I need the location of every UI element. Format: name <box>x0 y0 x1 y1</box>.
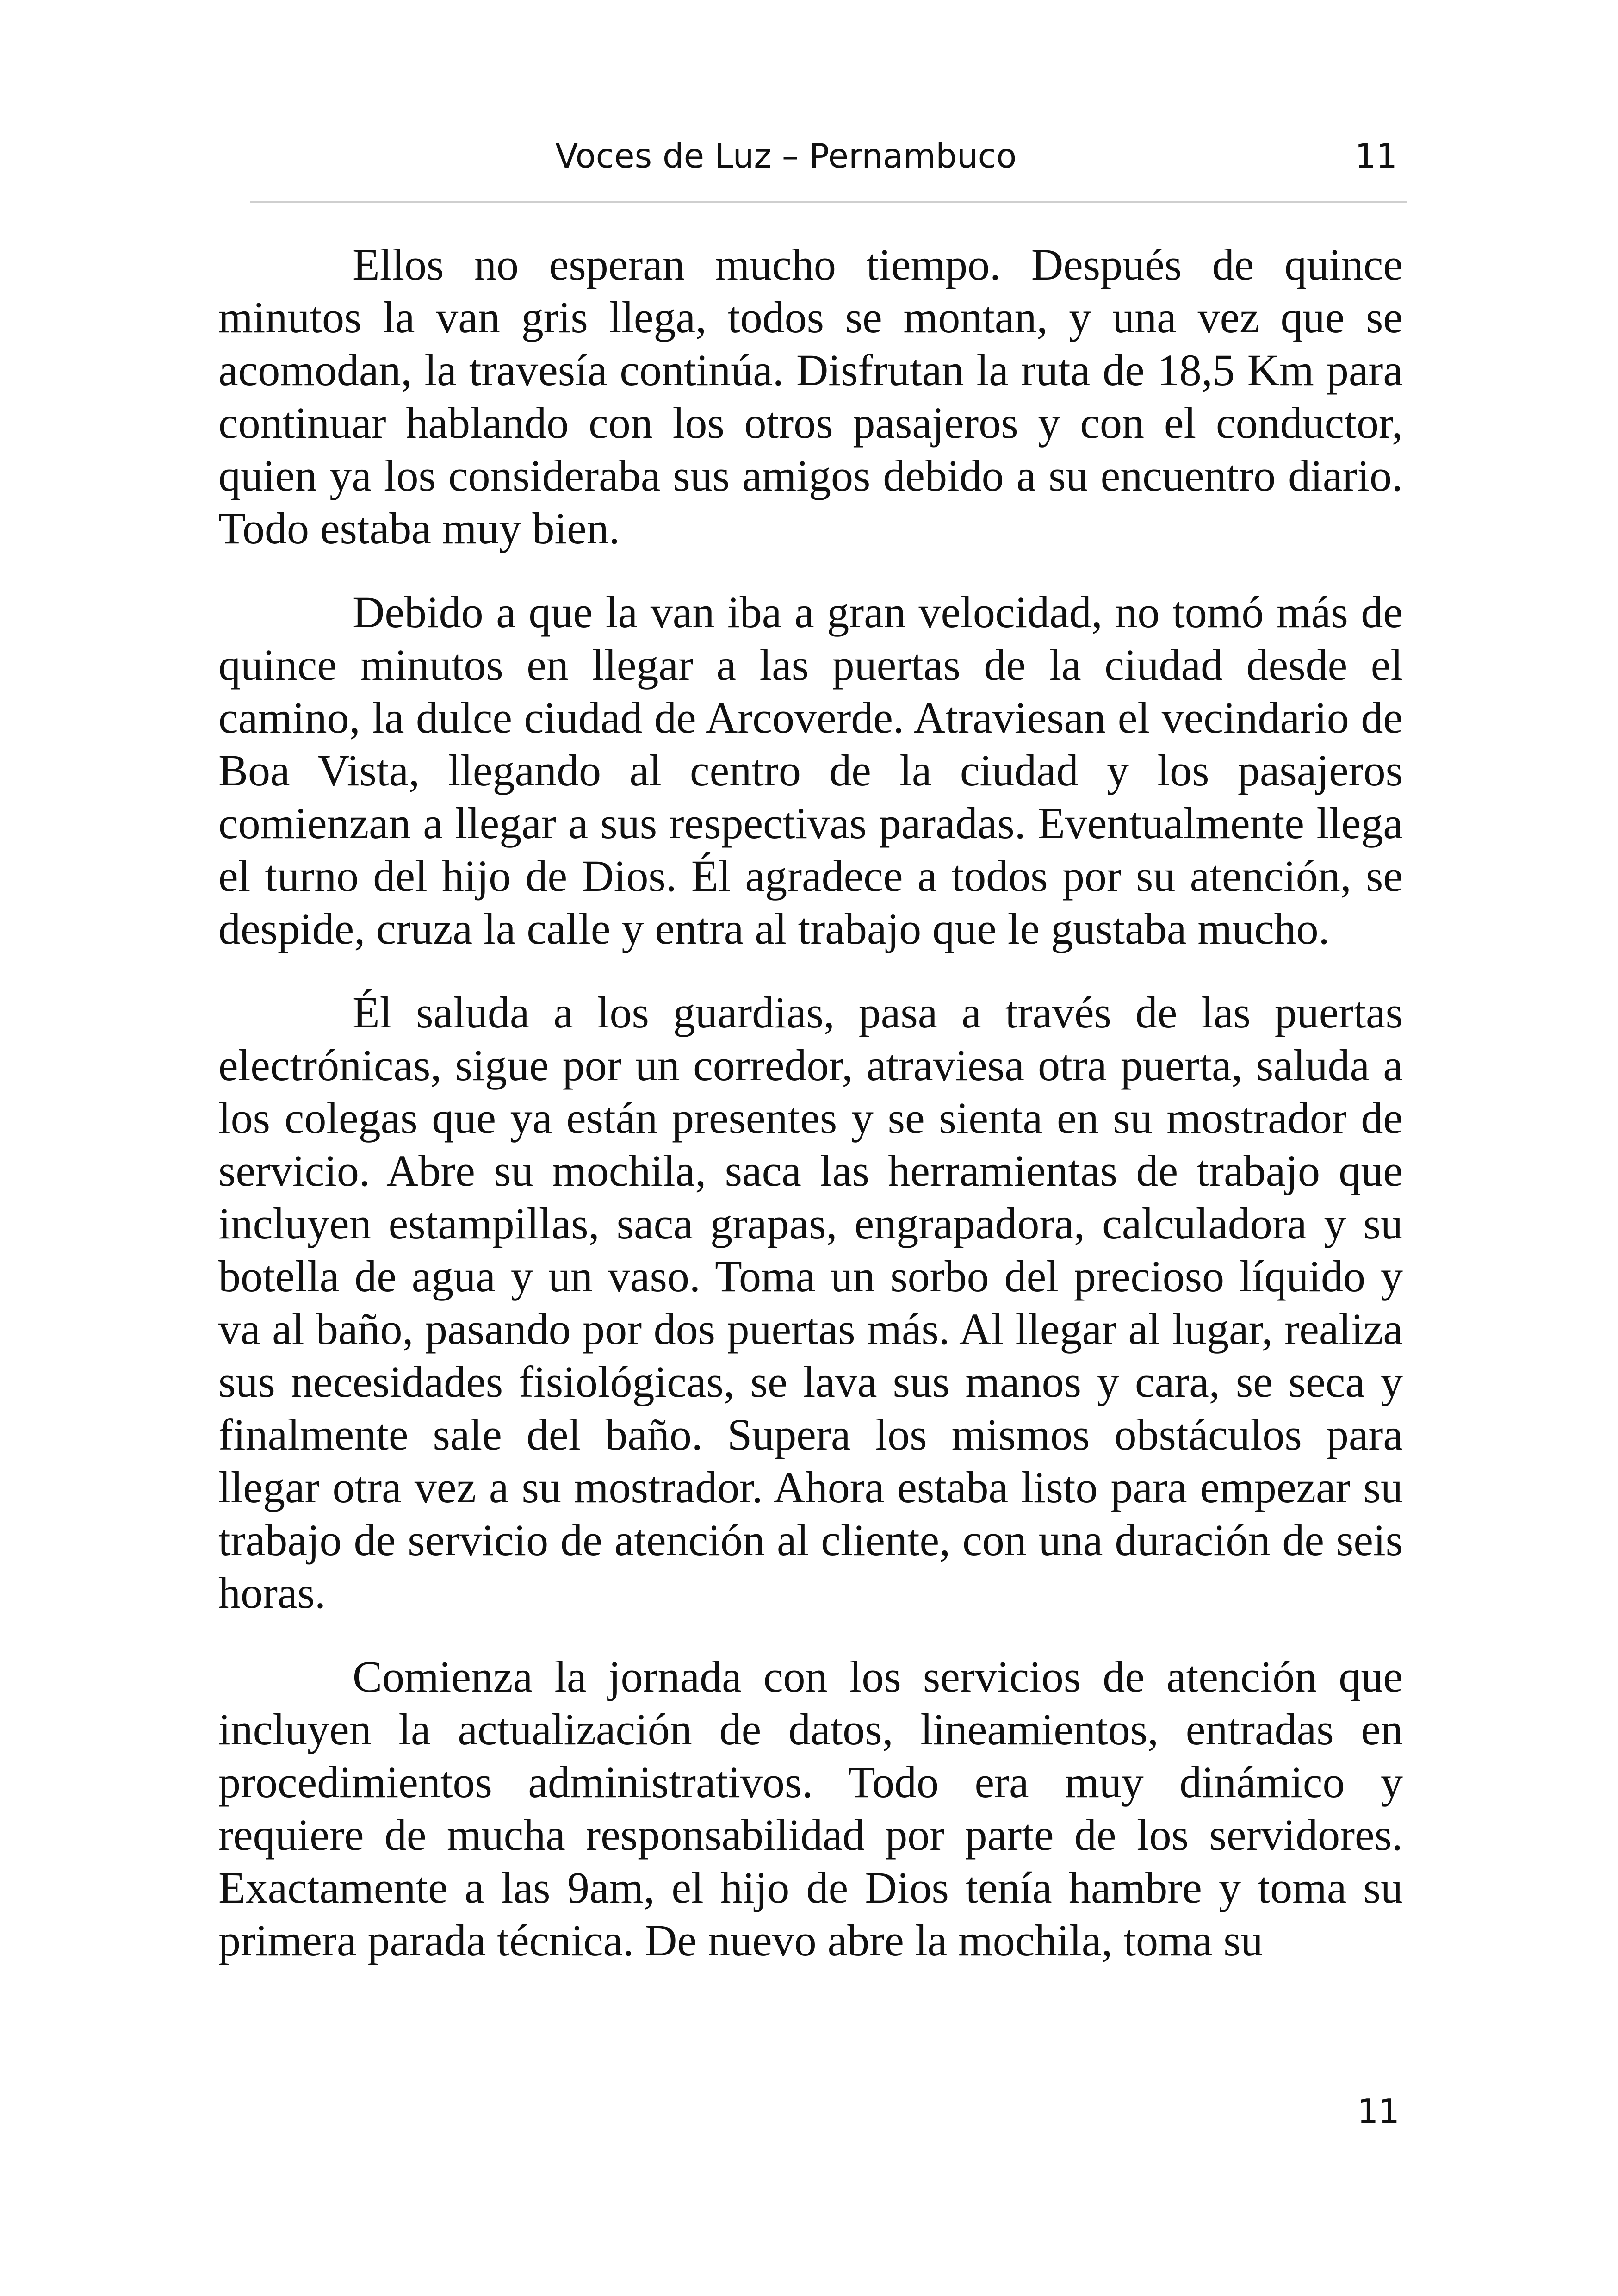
body-text <box>218 238 1403 2062</box>
paragraph-1: Ellos no esperan mucho tiempo. Después de quince minutos la van gris llega, todos se montan, y una vez que se acomodan, la travesía continúa. Disfrutan la ruta de 18,5 Km para continuar hablando con los otros pasajeros y con el conductor, quien ya los consideraba sus amigos debido a su encuentro diario. Todo estaba muy bien. <box>218 240 1403 553</box>
paragraph-2: Debido a que la van iba a gran velocidad, no tomó más de quince minutos en llegar a las puertas de la ciudad desde el camino, la dulce ciudad de Arcoverde. Atraviesan el vecindario de Boa Vista, llegando al centro de la ciudad y los pasajeros comienzan a llegar a sus respectivas paradas. Eventualmente llega el turno del hijo de Dios. Él agradece a todos por su atención, se despide, cruza la calle y entra al trabajo que le gustaba mucho. <box>218 587 1403 953</box>
paragraph-3: Él saluda a los guardias, pasa a través de las puertas electrónicas, sigue por un corredor, atraviesa otra puerta, saluda a los colegas que ya están presentes y se sienta en su mostrador de servicio. Abre su mochila, saca las herramientas de trabajo que incluyen estampillas, saca grapas, engrapadora, calculadora y su botella de agua y un vaso. Toma un sorbo del precioso líquido y va al baño, pasando por dos puertas más. Al llegar al lugar, realiza sus necesidades fisiológicas, se lava sus manos y cara, se seca y finalmente sale del baño. Supera los mismos obstáculos para llegar otra vez a su mostrador. Ahora estaba listo para empezar su trabajo de servicio de atención al cliente, con una duración de seis horas. <box>218 988 1403 1618</box>
book-title: Voces de Luz – Pernambuco <box>555 137 1017 175</box>
paragraph-4: Comienza la jornada con los servicios de atención que incluyen la actualización de datos, lineamientos, entradas en procedimientos administrativos. Todo era muy dinámico y requiere de mucha responsabilidad por parte de los servidores. Exactamente a las 9am, el hijo de Dios tenía hambre y toma su primera parada técnica. De nuevo abre la mochila, toma su <box>218 1652 1403 1965</box>
header-page-number: 11 <box>1355 137 1397 175</box>
running-header <box>250 127 1407 203</box>
footer-page-number: 11 <box>1357 2092 1400 2131</box>
